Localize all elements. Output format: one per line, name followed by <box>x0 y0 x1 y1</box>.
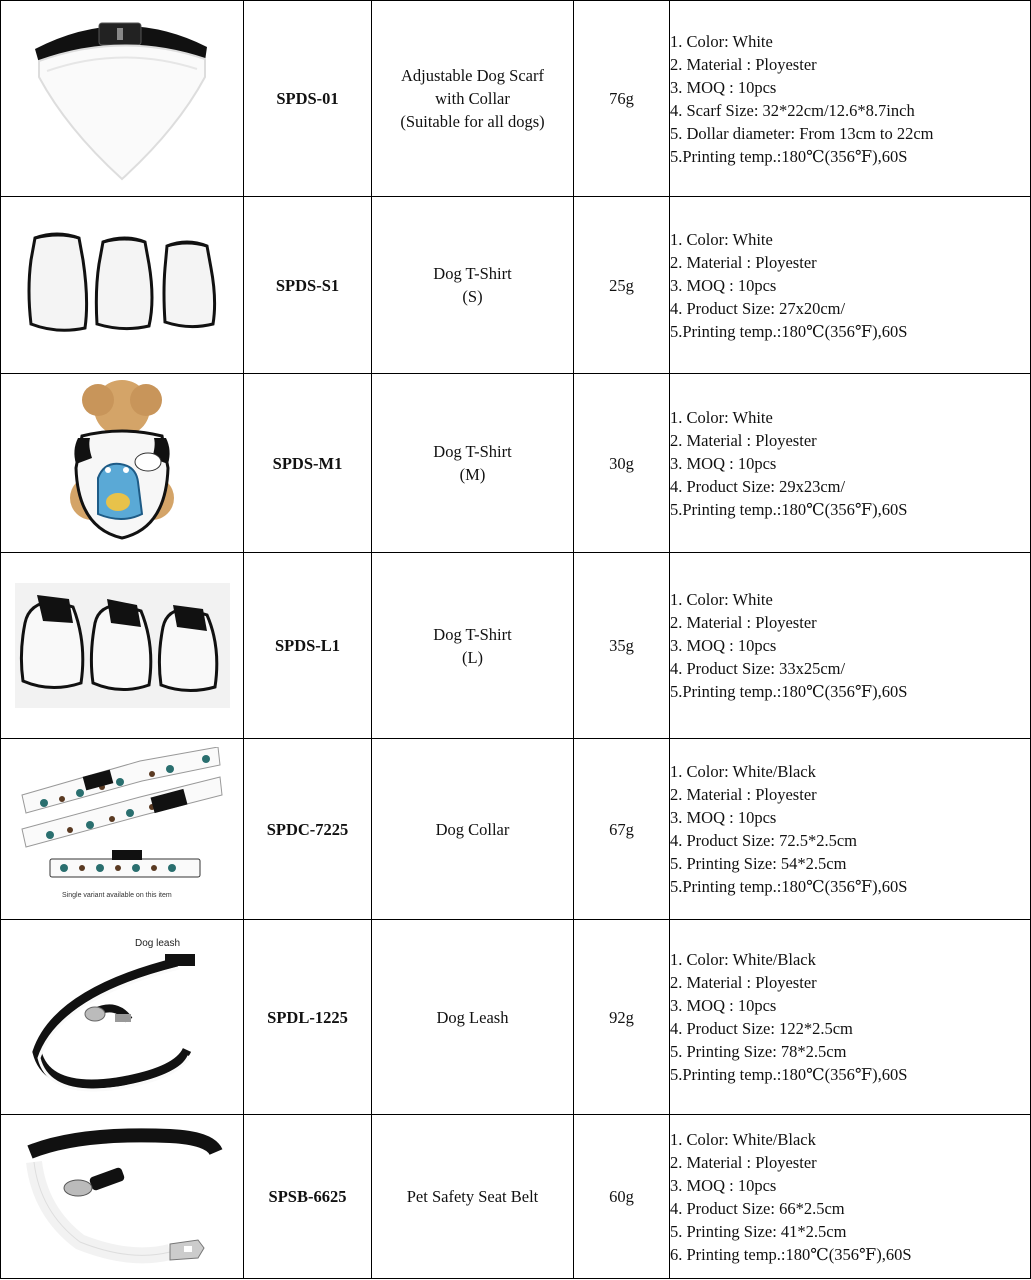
product-weight: 30g <box>574 374 670 553</box>
product-weight: 92g <box>574 920 670 1115</box>
product-specs: 1. Color: White 2. Material : Ployester 3. MOQ : 10pcs 4. Scarf Size: 32*22cm/12.6*8.7inch 5. Dollar diameter: From 13cm to 22cm 5.Printing temp.:180℃(356℉),60S <box>670 1 1031 197</box>
product-image-cell <box>1 1 244 197</box>
product-image-cell <box>1 739 244 920</box>
table-row <box>1 739 1031 920</box>
product-name: Dog T-Shirt (S) <box>372 197 574 374</box>
product-name: Adjustable Dog Scarf with Collar (Suitable for all dogs) <box>372 1 574 197</box>
product-image-cell <box>1 920 244 1115</box>
product-image-cell <box>1 1115 244 1279</box>
product-weight: 60g <box>574 1115 670 1279</box>
dog-leash-image <box>17 932 227 1102</box>
product-specs: 1. Color: White/Black 2. Material : Ployester 3. MOQ : 10pcs 4. Product Size: 66*2.5cm 5. Printing Size: 41*2.5cm 6. Printing temp.:180℃(356℉),60S <box>670 1115 1031 1279</box>
leash-image-caption: Dog leash <box>135 938 181 949</box>
dog-tshirt-large-image <box>15 583 230 708</box>
dog-collar-image <box>20 747 225 912</box>
table-row <box>1 553 1031 739</box>
table-row <box>1 920 1031 1115</box>
product-name: Pet Safety Seat Belt <box>372 1115 574 1279</box>
table-row <box>1 1115 1031 1279</box>
product-code: SPDL-1225 <box>244 920 372 1115</box>
collar-image-caption: Single variant available on this item <box>61 891 172 899</box>
product-code: SPDS-L1 <box>244 553 372 739</box>
product-name: Dog T-Shirt (M) <box>372 374 574 553</box>
dog-tshirt-medium-image <box>52 378 192 548</box>
product-name: Dog Collar <box>372 739 574 920</box>
product-weight: 76g <box>574 1 670 197</box>
product-code: SPDS-M1 <box>244 374 372 553</box>
product-code: SPDS-S1 <box>244 197 372 374</box>
product-image-cell <box>1 374 244 553</box>
product-weight: 67g <box>574 739 670 920</box>
pet-seat-belt-image <box>20 1122 225 1272</box>
product-code: SPDS-01 <box>244 1 372 197</box>
table-row <box>1 197 1031 374</box>
product-specs: 1. Color: White 2. Material : Ployester 3. MOQ : 10pcs 4. Product Size: 29x23cm/ 5.Printing temp.:180℃(356℉),60S <box>670 374 1031 553</box>
table-row <box>1 1 1031 197</box>
product-specs: 1. Color: White 2. Material : Ployester 3. MOQ : 10pcs 4. Product Size: 27x20cm/ 5.Printing temp.:180℃(356℉),60S <box>670 197 1031 374</box>
product-weight: 25g <box>574 197 670 374</box>
product-name: Dog T-Shirt (L) <box>372 553 574 739</box>
product-image-cell <box>1 197 244 374</box>
product-code: SPDC-7225 <box>244 739 372 920</box>
dog-tshirt-small-image <box>17 230 227 340</box>
product-specs: 1. Color: White/Black 2. Material : Ployester 3. MOQ : 10pcs 4. Product Size: 122*2.5cm 5. Printing Size: 78*2.5cm 5.Printing temp.:180℃(356℉),60S <box>670 920 1031 1115</box>
product-code: SPSB-6625 <box>244 1115 372 1279</box>
product-specs: 1. Color: White 2. Material : Ployester 3. MOQ : 10pcs 4. Product Size: 33x25cm/ 5.Printing temp.:180℃(356℉),60S <box>670 553 1031 739</box>
dog-scarf-image <box>17 9 227 189</box>
product-image-cell <box>1 553 244 739</box>
table-row <box>1 374 1031 553</box>
product-name: Dog Leash <box>372 920 574 1115</box>
product-specs: 1. Color: White/Black 2. Material : Ployester 3. MOQ : 10pcs 4. Product Size: 72.5*2.5cm 5. Printing Size: 54*2.5cm 5.Printing temp.:180℃(356℉),60S <box>670 739 1031 920</box>
product-weight: 35g <box>574 553 670 739</box>
